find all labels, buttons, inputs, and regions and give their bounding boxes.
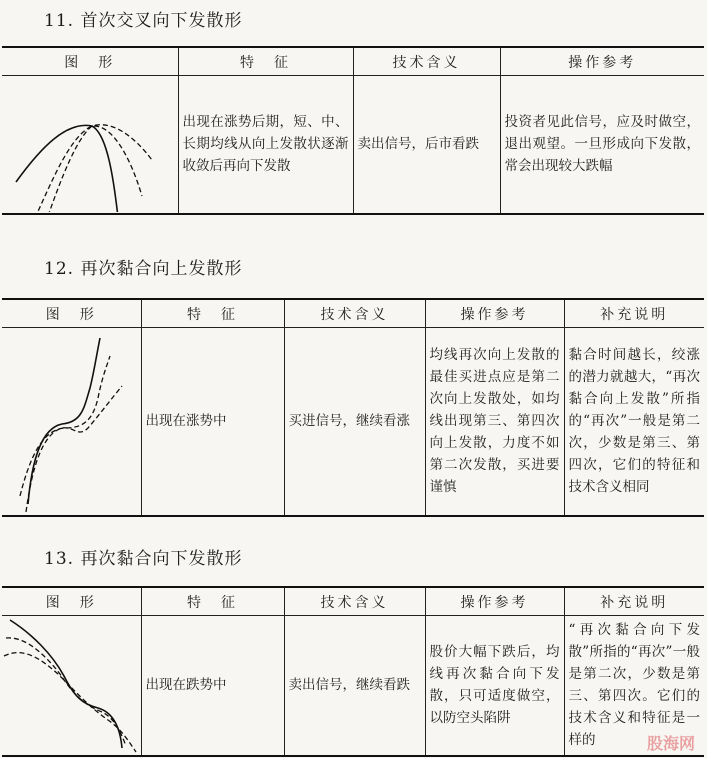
header-meaning: 技术含义 <box>284 299 425 328</box>
header-figure: 图 形 <box>2 299 141 328</box>
feature-cell: 出现在涨势后期，短、中、长期均线从向上发散状逐渐收敛后再向下发散 <box>178 76 353 214</box>
table-11 <box>2 46 704 215</box>
note-cell: “再次黏合向下发散”所指的“再次”一般是第二次，少数是第三、第四次。它们的技术含义和特征是一样的 <box>564 616 704 756</box>
header-note: 补充说明 <box>564 299 704 328</box>
header-meaning: 技术含义 <box>284 587 425 616</box>
table-12 <box>2 298 704 517</box>
section-11-title: 11. 首次交叉向下发散形 <box>44 11 243 31</box>
cross-down-diagram <box>2 76 178 212</box>
header-operation: 操作参考 <box>425 587 564 616</box>
header-operation: 操作参考 <box>425 299 564 328</box>
rebond-down-diagram <box>2 616 141 754</box>
header-figure: 图 形 <box>2 587 141 616</box>
header-note: 补充说明 <box>564 587 704 616</box>
header-feature: 特 征 <box>141 299 284 328</box>
section-13-title: 13. 再次黏合向下发散形 <box>44 549 243 569</box>
table-13 <box>2 586 704 757</box>
operation-cell: 均线再次向上发散的最佳买进点应是第二次向上发散处，如均线出现第三、第四次向上发散，力度不如第二次发散，买进要谨慎 <box>425 328 564 516</box>
header-feature: 特 征 <box>178 47 353 76</box>
header-meaning: 技术含义 <box>353 47 500 76</box>
section-12-title: 12. 再次黏合向上发散形 <box>44 259 243 279</box>
meaning-cell: 卖出信号，后市看跌 <box>353 76 500 214</box>
note-cell: 黏合时间越长，绞涨的潜力就越大，“再次黏合向上发散”所指的“再次”一般是第二次，少数是第三、第四次，它们的特征和技术含义相同 <box>564 328 704 516</box>
operation-cell: 股价大幅下跌后，均线再次黏合向下发散，只可适度做空，以防空头陷阱 <box>425 616 564 756</box>
feature-cell: 出现在涨势中 <box>141 328 284 516</box>
operation-cell: 投资者见此信号，应及时做空，退出观望。一旦形成向下发散，常会出现较大跌幅 <box>500 76 704 214</box>
watermark: 股海网 <box>646 734 695 753</box>
figure-cell <box>2 76 178 214</box>
figure-cell <box>2 616 141 756</box>
meaning-cell: 买进信号，继续看涨 <box>284 328 425 516</box>
header-figure: 图 形 <box>2 47 178 76</box>
header-feature: 特 征 <box>141 587 284 616</box>
header-operation: 操作参考 <box>500 47 704 76</box>
meaning-cell: 卖出信号，继续看跌 <box>284 616 425 756</box>
rebond-up-diagram <box>2 328 141 514</box>
figure-cell <box>2 328 141 516</box>
feature-cell: 出现在跌势中 <box>141 616 284 756</box>
